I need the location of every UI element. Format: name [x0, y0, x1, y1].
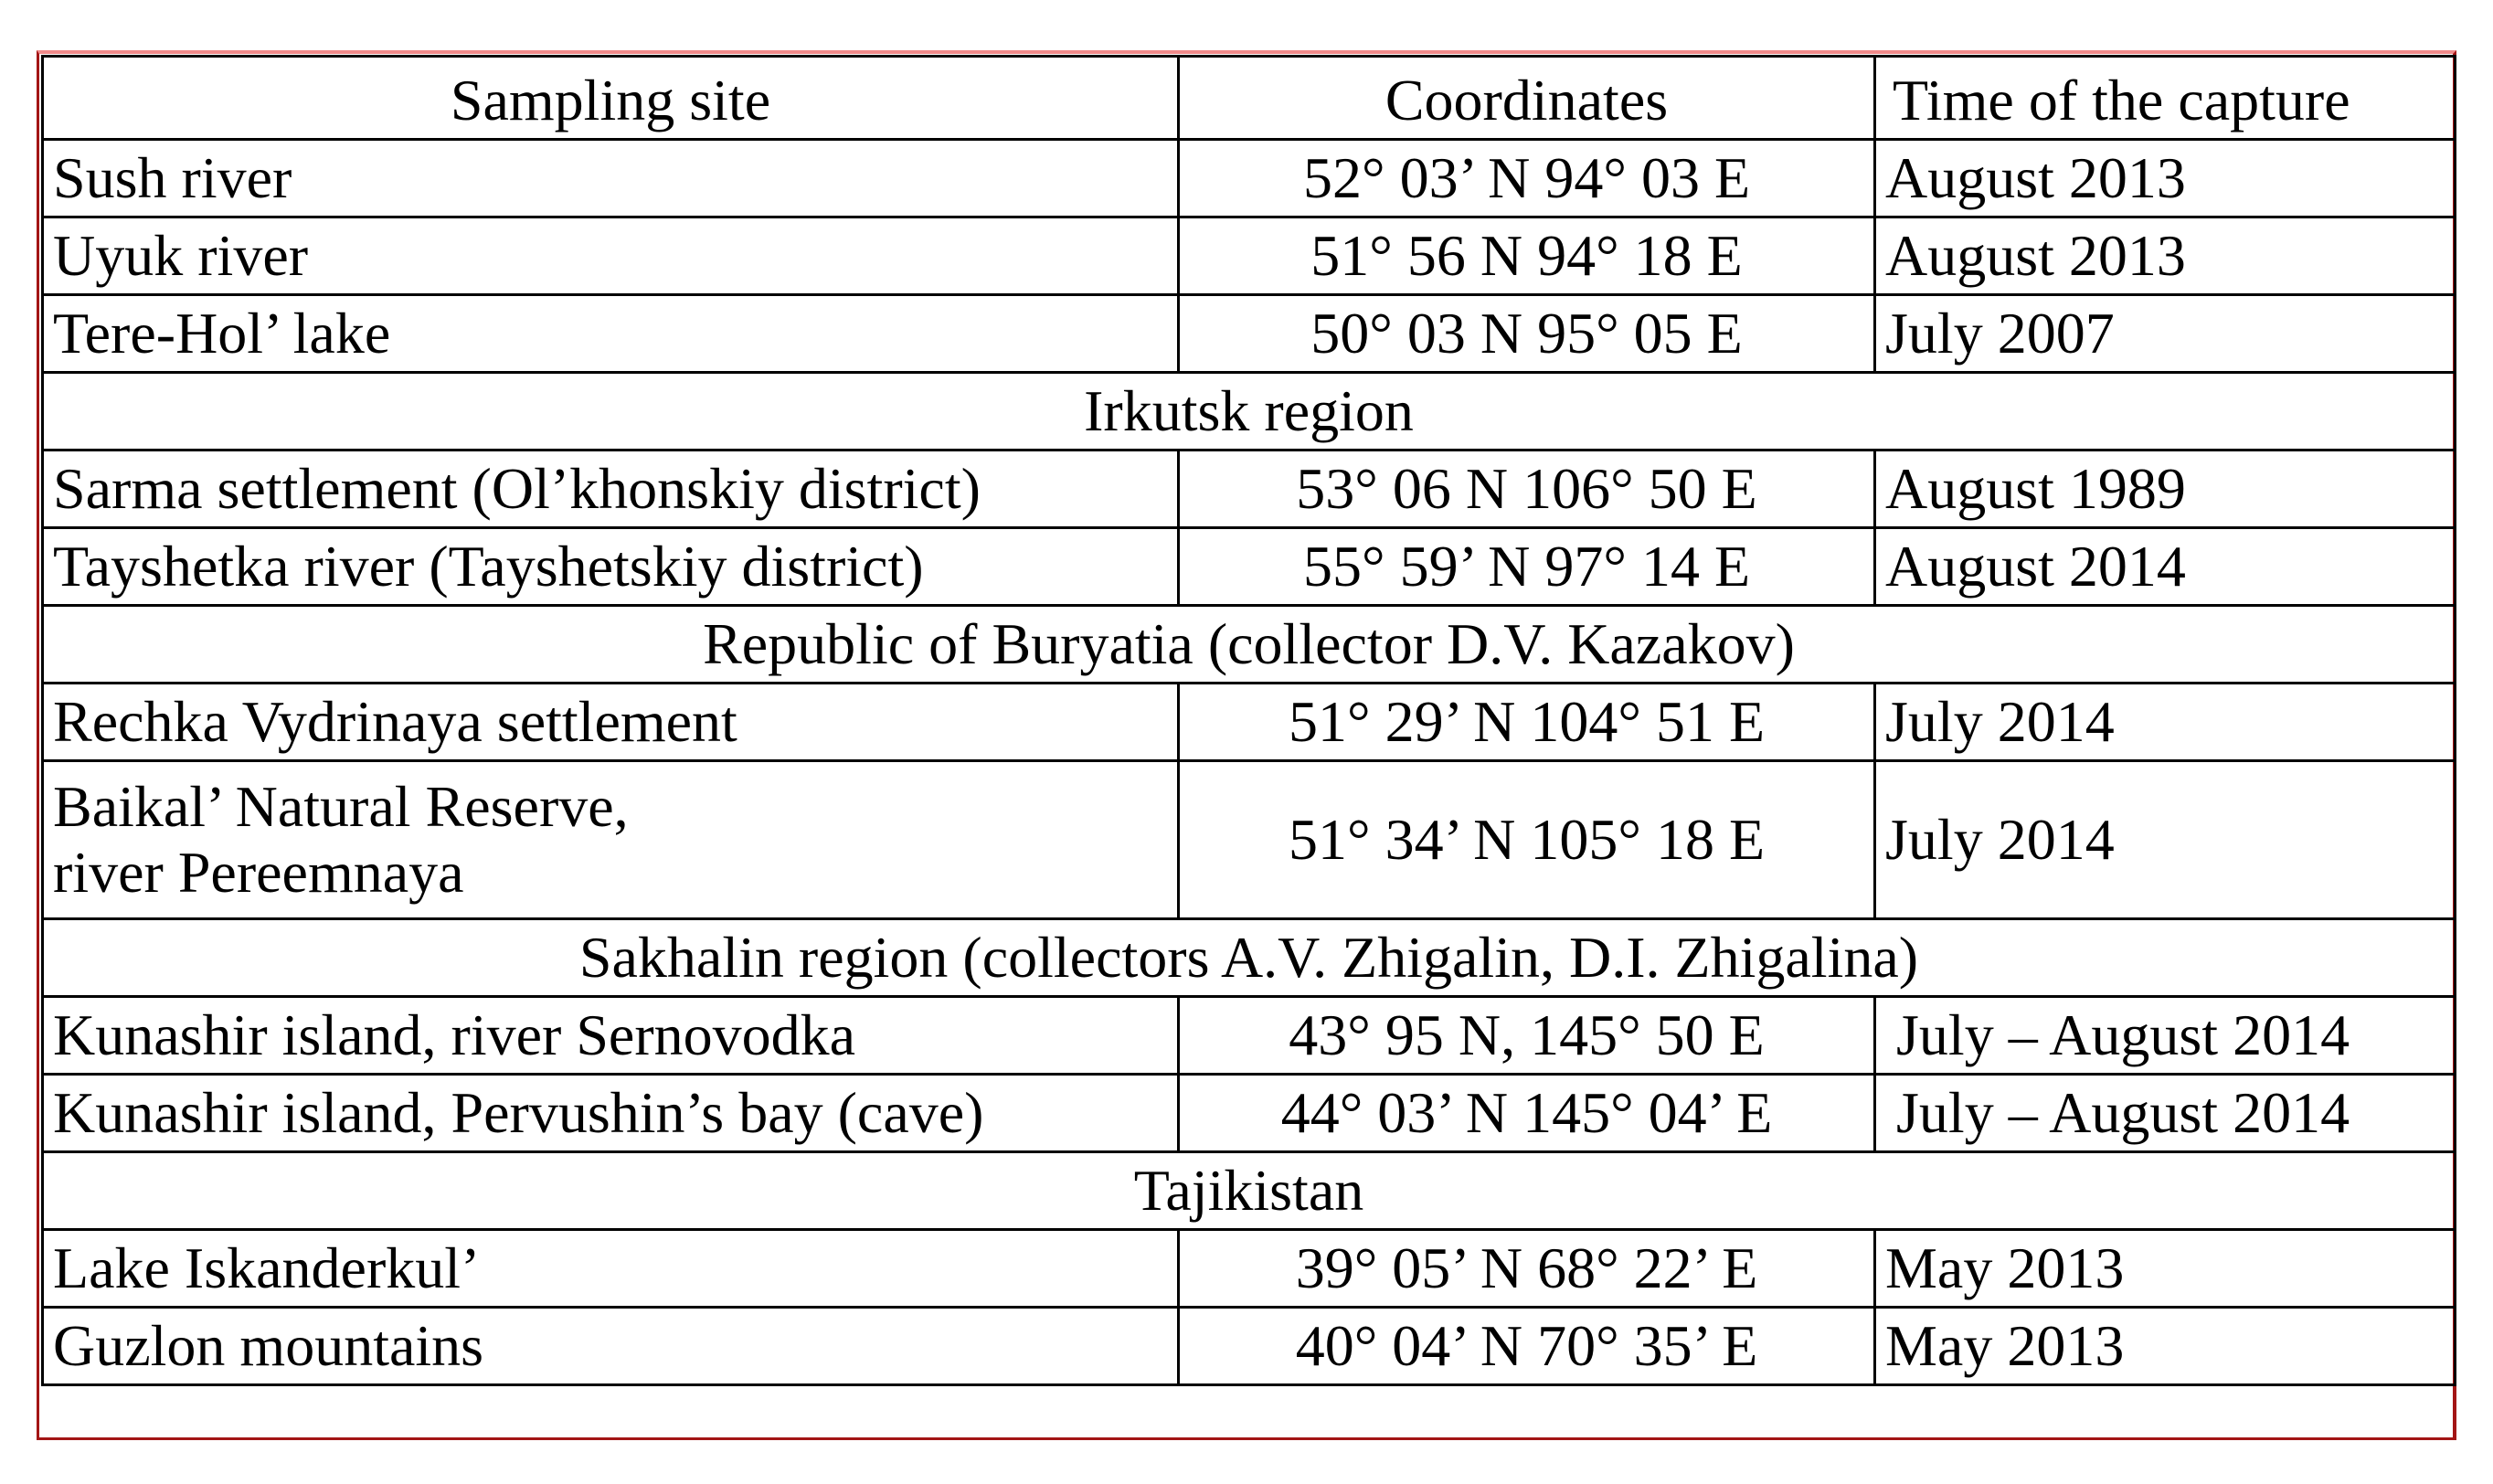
site-cell: Lake Iskanderkul’ — [43, 1230, 1179, 1308]
table-row — [43, 450, 2456, 528]
region-row — [43, 606, 2456, 684]
time-cell: August 2014 — [1875, 528, 2456, 606]
region-heading: Republic of Buryatia (collector D.V. Kazakov) — [43, 606, 2456, 684]
coordinates-cell: 39° 05’ N 68° 22’ E — [1179, 1230, 1875, 1308]
site-cell: Tayshetka river (Tayshetskiy district) — [43, 528, 1179, 606]
coordinates-cell: 44° 03’ N 145° 04’ E — [1179, 1075, 1875, 1152]
header-coordinates: Coordinates — [1179, 57, 1875, 140]
table-row — [43, 1075, 2456, 1152]
time-cell: July – August 2014 — [1875, 1075, 2456, 1152]
coordinates-cell: 52° 03’ N 94° 03 E — [1179, 140, 1875, 217]
time-cell: May 2013 — [1875, 1230, 2456, 1308]
sampling-sites-table — [41, 55, 2456, 1386]
coordinates-cell: 43° 95 N, 145° 50 E — [1179, 997, 1875, 1075]
time-cell: July – August 2014 — [1875, 997, 2456, 1075]
table-header-row — [43, 57, 2456, 140]
table-row — [43, 217, 2456, 295]
coordinates-cell: 53° 06 N 106° 50 E — [1179, 450, 1875, 528]
site-cell: Sarma settlement (Ol’khonskiy district) — [43, 450, 1179, 528]
header-time-of-capture: Time of the capture — [1875, 57, 2456, 140]
header-sampling-site: Sampling site — [43, 57, 1179, 140]
table-row — [43, 140, 2456, 217]
region-heading: Irkutsk region — [43, 373, 2456, 450]
time-cell: July 2007 — [1875, 295, 2456, 373]
time-cell: August 2013 — [1875, 217, 2456, 295]
region-row — [43, 1152, 2456, 1230]
site-cell-line: river Pereemnaya — [53, 840, 464, 905]
time-cell: July 2014 — [1875, 761, 2456, 919]
time-cell: July 2014 — [1875, 684, 2456, 761]
time-cell: August 1989 — [1875, 450, 2456, 528]
site-cell-line: Baikal’ Natural Reserve, — [53, 774, 629, 840]
site-cell: Uyuk river — [43, 217, 1179, 295]
site-cell: Sush river — [43, 140, 1179, 217]
table-row — [43, 295, 2456, 373]
table-row — [43, 684, 2456, 761]
site-cell: Tere-Hol’ lake — [43, 295, 1179, 373]
table-row — [43, 528, 2456, 606]
coordinates-cell: 55° 59’ N 97° 14 E — [1179, 528, 1875, 606]
table-row — [43, 1308, 2456, 1385]
coordinates-cell: 51° 34’ N 105° 18 E — [1179, 761, 1875, 919]
coordinates-cell: 40° 04’ N 70° 35’ E — [1179, 1308, 1875, 1385]
coordinates-cell: 51° 29’ N 104° 51 E — [1179, 684, 1875, 761]
coordinates-cell: 51° 56 N 94° 18 E — [1179, 217, 1875, 295]
region-heading: Sakhalin region (collectors A.V. Zhigalin, D.I. Zhigalina) — [43, 919, 2456, 997]
time-cell: August 2013 — [1875, 140, 2456, 217]
table-row — [43, 997, 2456, 1075]
time-cell: May 2013 — [1875, 1308, 2456, 1385]
site-cell: Rechka Vydrinaya settlement — [43, 684, 1179, 761]
site-cell: Guzlon mountains — [43, 1308, 1179, 1385]
coordinates-cell: 50° 03 N 95° 05 E — [1179, 295, 1875, 373]
site-cell — [43, 761, 1179, 919]
table-row — [43, 761, 2456, 919]
site-cell: Kunashir island, river Sernovodka — [43, 997, 1179, 1075]
site-cell: Kunashir island, Pervushin’s bay (cave) — [43, 1075, 1179, 1152]
table-row — [43, 1230, 2456, 1308]
region-row — [43, 919, 2456, 997]
region-row — [43, 373, 2456, 450]
region-heading: Tajikistan — [43, 1152, 2456, 1230]
